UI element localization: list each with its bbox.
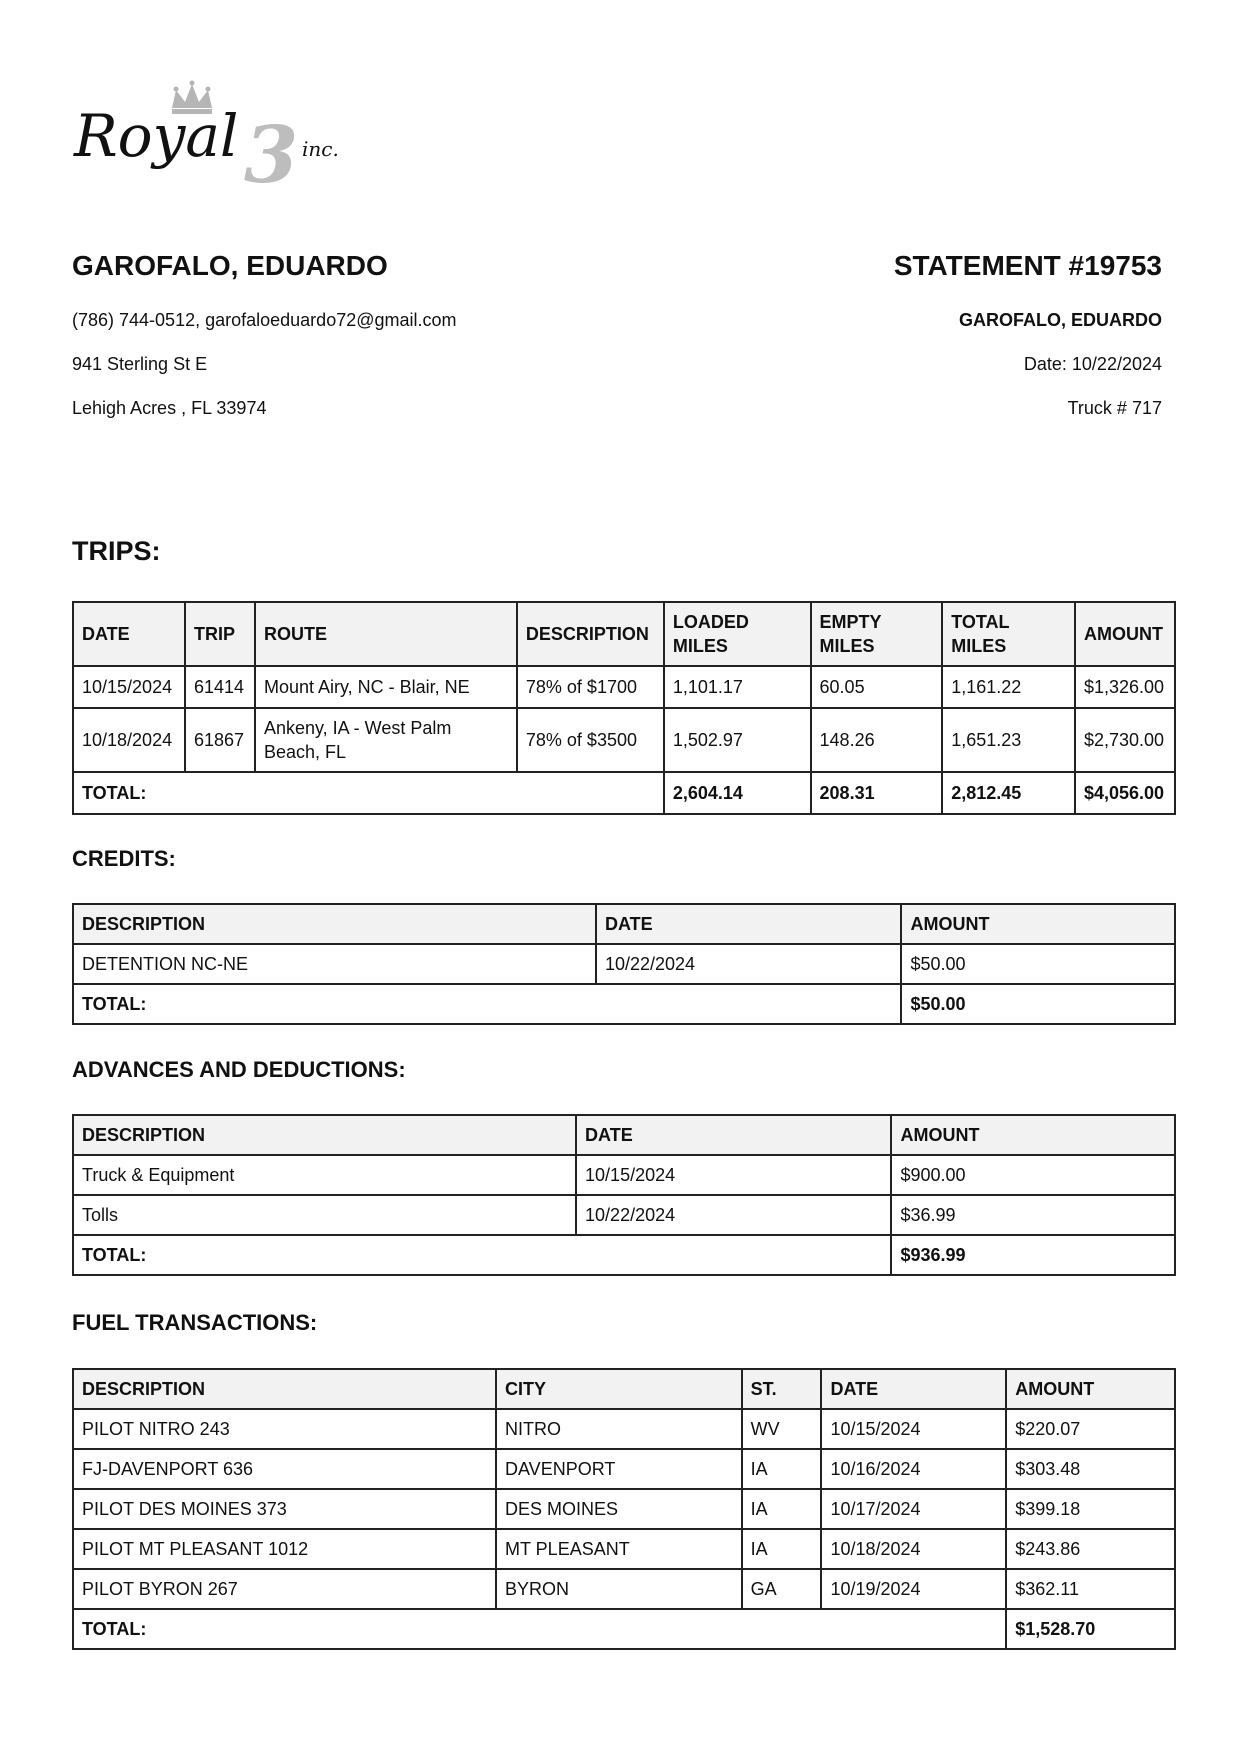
table-row (73, 1489, 1175, 1529)
table-cell: $900.00 (891, 1155, 1175, 1195)
advances-title: ADVANCES AND DEDUCTIONS: (72, 1057, 406, 1082)
column-header: DATE (821, 1369, 1006, 1409)
table-cell: 1,101.17 (664, 666, 811, 708)
column-header: DATE (73, 602, 185, 666)
table-cell: $1,326.00 (1075, 666, 1175, 708)
table-row (73, 1569, 1175, 1609)
table-cell: IA (742, 1449, 822, 1489)
table-header-row (73, 1369, 1175, 1409)
table-total-row (73, 984, 1175, 1024)
table-cell: MT PLEASANT (496, 1529, 742, 1569)
table-row (73, 1155, 1175, 1195)
column-header: TOTAL MILES (942, 602, 1075, 666)
table-cell: 10/17/2024 (821, 1489, 1006, 1529)
table-cell: Tolls (73, 1195, 576, 1235)
logo-suffix: inc. (302, 137, 339, 161)
column-header: DATE (576, 1115, 891, 1155)
table-header-row (73, 904, 1175, 944)
table-total-row (73, 1235, 1175, 1275)
column-header: LOADED MILES (664, 602, 811, 666)
table-cell: NITRO (496, 1409, 742, 1449)
table-cell: 10/18/2024 (73, 708, 185, 772)
table-row (73, 708, 1175, 772)
statement-date-value: 10/22/2024 (1071, 354, 1162, 374)
column-header: ST. (742, 1369, 822, 1409)
table-cell: 61867 (185, 708, 255, 772)
table-cell: Ankeny, IA - West Palm Beach, FL (255, 708, 517, 772)
statement-truck-label: Truck # (1067, 398, 1127, 418)
table-cell: 78% of $3500 (517, 708, 664, 772)
table-cell: IA (742, 1489, 822, 1529)
table-cell: PILOT BYRON 267 (73, 1569, 496, 1609)
total-label: TOTAL: (73, 984, 901, 1024)
statement-title: STATEMENT #19753 (893, 250, 1162, 281)
table-cell: BYRON (496, 1569, 742, 1609)
table-row (73, 944, 1175, 984)
table-cell: 10/16/2024 (821, 1449, 1006, 1489)
column-header: DESCRIPTION (517, 602, 664, 666)
statement-truck-value: 717 (1131, 398, 1162, 418)
statement-date-label: Date: (1023, 354, 1067, 374)
table-row (73, 666, 1175, 708)
table-cell: 148.26 (811, 708, 943, 772)
column-header: ROUTE (255, 602, 517, 666)
table-cell: DETENTION NC-NE (73, 944, 596, 984)
total-loaded-miles: 2,604.14 (664, 772, 811, 814)
total-amount: $1,528.70 (1006, 1609, 1175, 1649)
table-cell: $399.18 (1006, 1489, 1175, 1529)
table-cell: Truck & Equipment (73, 1155, 576, 1195)
table-cell: 10/19/2024 (821, 1569, 1006, 1609)
table-cell: Mount Airy, NC - Blair, NE (255, 666, 517, 708)
statement-date (1024, 354, 1162, 375)
table-total-row (73, 1609, 1175, 1649)
fuel-table (72, 1368, 1176, 1650)
driver-address-line2: Lehigh Acres , FL 33974 (72, 398, 267, 418)
table-cell: 10/15/2024 (73, 666, 185, 708)
table-cell: WV (742, 1409, 822, 1449)
advances-table (72, 1114, 1176, 1276)
statement-name: GAROFALO, EDUARDO (958, 310, 1162, 330)
total-miles: 2,812.45 (942, 772, 1075, 814)
table-cell: 10/18/2024 (821, 1529, 1006, 1569)
table-cell: 10/15/2024 (576, 1155, 891, 1195)
table-cell: PILOT DES MOINES 373 (73, 1489, 496, 1529)
column-header: DESCRIPTION (73, 1115, 576, 1155)
total-label: TOTAL: (73, 1609, 1006, 1649)
table-row (73, 1529, 1175, 1569)
column-header: DATE (596, 904, 901, 944)
total-empty-miles: 208.31 (811, 772, 943, 814)
credits-table (72, 903, 1176, 1025)
table-cell: $220.07 (1006, 1409, 1175, 1449)
column-header: EMPTY MILES (811, 602, 943, 666)
table-cell: IA (742, 1529, 822, 1569)
table-cell: 10/15/2024 (821, 1409, 1006, 1449)
trips-table (72, 601, 1176, 815)
table-header-row (73, 1115, 1175, 1155)
table-cell: GA (742, 1569, 822, 1609)
total-amount: $4,056.00 (1075, 772, 1175, 814)
table-cell: PILOT MT PLEASANT 1012 (73, 1529, 496, 1569)
table-cell: $36.99 (891, 1195, 1175, 1235)
table-cell: 60.05 (811, 666, 943, 708)
table-cell: 78% of $1700 (517, 666, 664, 708)
table-cell: 1,161.22 (942, 666, 1075, 708)
total-amount: $50.00 (901, 984, 1175, 1024)
table-row (73, 1195, 1175, 1235)
table-cell: 1,651.23 (942, 708, 1075, 772)
table-cell: 10/22/2024 (576, 1195, 891, 1235)
column-header: DESCRIPTION (73, 904, 596, 944)
column-header: AMOUNT (901, 904, 1175, 944)
trips-title: TRIPS: (72, 536, 161, 566)
total-label: TOTAL: (73, 1235, 891, 1275)
table-cell: 61414 (185, 666, 255, 708)
fuel-title: FUEL TRANSACTIONS: (72, 1310, 318, 1335)
company-logo (72, 78, 392, 190)
statement-truck (1068, 398, 1162, 419)
table-total-row (73, 772, 1175, 814)
table-cell: $303.48 (1006, 1449, 1175, 1489)
column-header: CITY (496, 1369, 742, 1409)
credits-title: CREDITS: (72, 846, 176, 871)
table-cell: 10/22/2024 (596, 944, 901, 984)
driver-address-line1: 941 Sterling St E (72, 354, 208, 374)
column-header: DESCRIPTION (73, 1369, 496, 1409)
column-header: AMOUNT (891, 1115, 1175, 1155)
column-header: AMOUNT (1075, 602, 1175, 666)
table-cell: 1,502.97 (664, 708, 811, 772)
logo-wordmark: Royal (74, 102, 239, 170)
table-cell: DAVENPORT (496, 1449, 742, 1489)
table-cell: $243.86 (1006, 1529, 1175, 1569)
driver-name: GAROFALO, EDUARDO (72, 250, 388, 281)
table-cell: PILOT NITRO 243 (73, 1409, 496, 1449)
column-header: TRIP (185, 602, 255, 666)
table-header-row (73, 602, 1175, 666)
table-cell: $2,730.00 (1075, 708, 1175, 772)
table-cell: $50.00 (901, 944, 1175, 984)
table-cell: FJ-DAVENPORT 636 (73, 1449, 496, 1489)
table-cell: DES MOINES (496, 1489, 742, 1529)
table-row (73, 1449, 1175, 1489)
total-label: TOTAL: (73, 772, 664, 814)
logo-numeral: 3 (244, 110, 299, 190)
total-amount: $936.99 (891, 1235, 1175, 1275)
table-cell: $362.11 (1006, 1569, 1175, 1609)
driver-contact: (786) 744-0512, garofaloeduardo72@gmail.com (72, 310, 457, 330)
table-row (73, 1409, 1175, 1449)
column-header: AMOUNT (1006, 1369, 1175, 1409)
